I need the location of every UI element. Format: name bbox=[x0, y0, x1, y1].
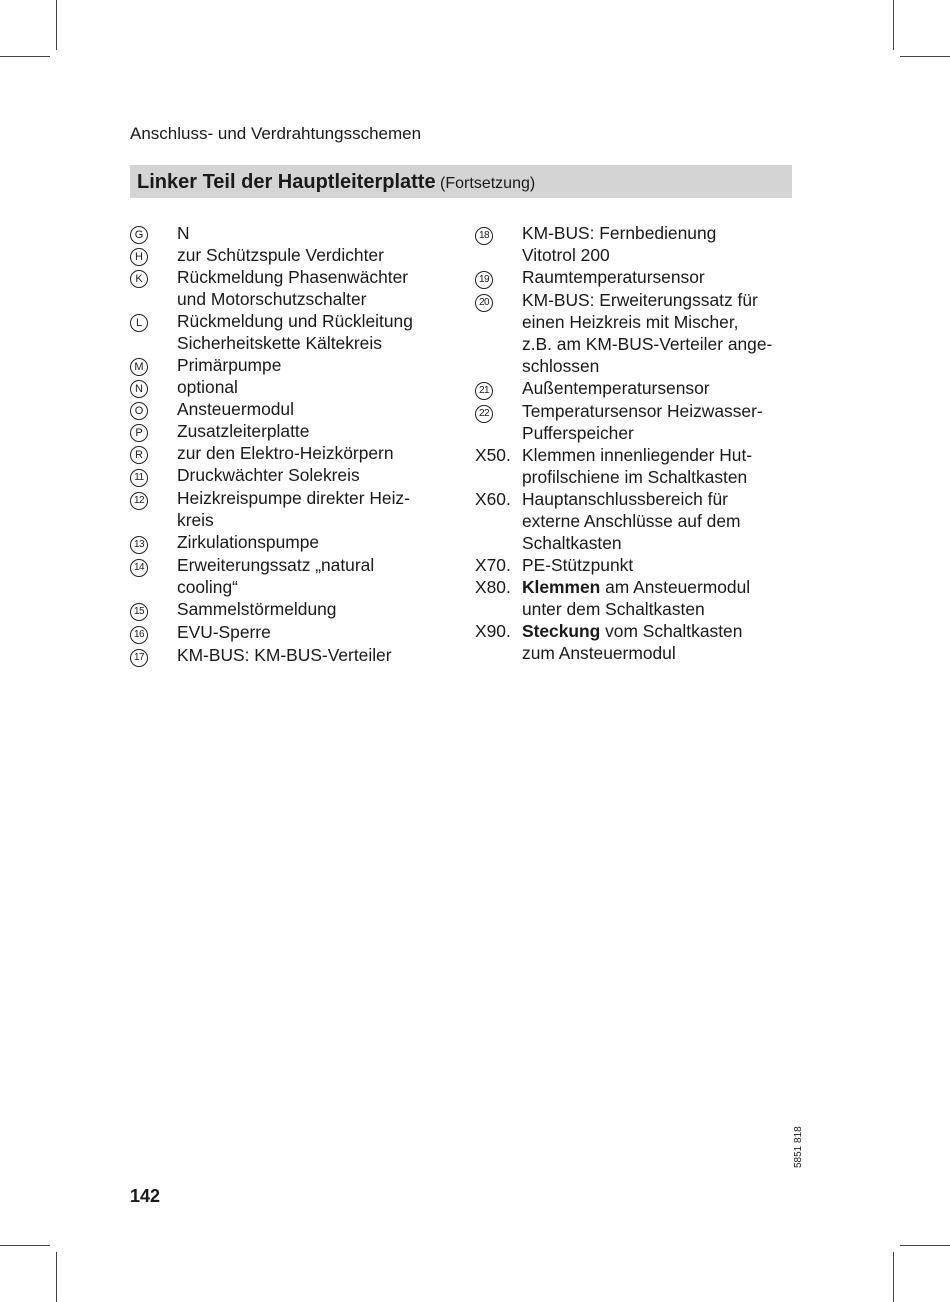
legend-column-right bbox=[475, 222, 795, 664]
circled-marker: 17 bbox=[130, 649, 148, 667]
legend-key bbox=[475, 400, 522, 444]
legend-description bbox=[522, 222, 795, 266]
legend-entry bbox=[475, 620, 795, 664]
legend-entry bbox=[475, 222, 795, 266]
page-title: Linker Teil der Hauptleiterplatte bbox=[137, 171, 436, 193]
legend-entry bbox=[130, 266, 460, 310]
legend-key bbox=[130, 487, 177, 531]
circled-marker: 18 bbox=[475, 227, 493, 245]
legend-entry bbox=[130, 644, 460, 667]
legend-description bbox=[522, 377, 795, 400]
legend-entry bbox=[475, 488, 795, 554]
legend-key bbox=[130, 266, 177, 310]
description-line: optional bbox=[177, 377, 238, 397]
description-line: Rückmeldung und Rückleitung bbox=[177, 311, 413, 331]
legend-description bbox=[522, 266, 795, 289]
legend-key bbox=[475, 289, 522, 377]
circled-marker: 12 bbox=[130, 492, 148, 510]
circled-marker: 14 bbox=[130, 559, 148, 577]
description-line: unter dem Schaltkasten bbox=[522, 599, 705, 619]
description-line: Raumtemperatursensor bbox=[522, 267, 705, 287]
circled-marker: 11 bbox=[130, 469, 148, 487]
description-line: Sammelstörmeldung bbox=[177, 599, 337, 619]
description-line: zur den Elektro-Heizkörpern bbox=[177, 443, 394, 463]
legend-key bbox=[130, 310, 177, 354]
description-line: Primärpumpe bbox=[177, 355, 282, 375]
legend-key bbox=[130, 464, 177, 487]
bold-term: Klemmen bbox=[522, 577, 601, 597]
circled-marker: N bbox=[130, 380, 148, 398]
circled-marker: 19 bbox=[475, 271, 493, 289]
legend-description bbox=[177, 598, 460, 621]
legend-description bbox=[522, 289, 795, 377]
legend-entry bbox=[130, 531, 460, 554]
circled-marker: K bbox=[130, 270, 148, 288]
page-number: 142 bbox=[130, 1186, 161, 1206]
legend-description bbox=[177, 376, 460, 398]
legend-entry bbox=[475, 377, 795, 400]
crop-mark-bottom-left-vertical bbox=[56, 1252, 57, 1302]
legend-key bbox=[130, 354, 177, 376]
description-line bbox=[522, 620, 795, 642]
legend-description bbox=[522, 444, 795, 488]
legend-entry bbox=[130, 310, 460, 354]
crop-mark-bottom-right-horizontal bbox=[900, 1245, 950, 1246]
legend-key bbox=[130, 598, 177, 621]
legend-key bbox=[475, 266, 522, 289]
legend-description bbox=[177, 554, 460, 598]
description-line: Erweiterungssatz „natural bbox=[177, 555, 375, 575]
description-line: und Motorschutzschalter bbox=[177, 289, 367, 309]
legend-key bbox=[130, 244, 177, 266]
crop-mark-top-left-horizontal bbox=[0, 56, 50, 57]
legend-entry bbox=[475, 400, 795, 444]
legend-key: X70. bbox=[475, 555, 511, 575]
circled-marker: P bbox=[130, 424, 148, 442]
legend-key bbox=[475, 377, 522, 400]
legend-entry bbox=[475, 554, 795, 576]
circled-marker: 21 bbox=[475, 382, 493, 400]
legend-key bbox=[130, 442, 177, 464]
legend-entry bbox=[130, 598, 460, 621]
legend-key bbox=[475, 222, 522, 266]
legend-description bbox=[177, 531, 460, 554]
circled-marker: 20 bbox=[475, 294, 493, 312]
legend-entry bbox=[130, 398, 460, 420]
legend-description bbox=[177, 487, 460, 531]
legend-entry bbox=[130, 376, 460, 398]
description-line: Pufferspeicher bbox=[522, 423, 634, 443]
description-line: KM-BUS: Fernbedienung bbox=[522, 223, 717, 243]
description-line: Außentemperatursensor bbox=[522, 378, 710, 398]
crop-mark-top-right-vertical bbox=[893, 0, 894, 50]
description-line: Zusatzleiterplatte bbox=[177, 421, 310, 441]
legend-key: X90. bbox=[475, 621, 511, 641]
description-line: Rückmeldung Phasenwächter bbox=[177, 267, 409, 287]
crop-mark-top-left-vertical bbox=[56, 0, 57, 50]
crop-mark-bottom-left-horizontal bbox=[0, 1245, 50, 1246]
description-line: PE-Stützpunkt bbox=[522, 555, 634, 575]
legend-description bbox=[522, 400, 795, 444]
legend-entry bbox=[130, 420, 460, 442]
bold-term: Steckung bbox=[522, 621, 601, 641]
legend-entry bbox=[130, 621, 460, 644]
legend-key bbox=[130, 398, 177, 420]
legend-entry bbox=[130, 222, 460, 244]
legend-entry bbox=[130, 487, 460, 531]
page-subtitle: (Fortsetzung) bbox=[440, 175, 536, 192]
legend-description bbox=[177, 621, 460, 644]
legend-column-left bbox=[130, 222, 460, 667]
description-line: Vitotrol 200 bbox=[522, 245, 610, 265]
description-line: cooling“ bbox=[177, 577, 238, 597]
legend-description bbox=[177, 464, 460, 487]
legend-key bbox=[130, 531, 177, 554]
description-line: N bbox=[177, 223, 190, 243]
legend-entry bbox=[475, 444, 795, 488]
legend-description bbox=[177, 442, 460, 464]
legend-key bbox=[130, 621, 177, 644]
description-line: zur Schützspule Verdichter bbox=[177, 245, 384, 265]
legend-description bbox=[522, 488, 795, 554]
legend-description bbox=[177, 354, 460, 376]
description-line: KM-BUS: KM-BUS-Verteiler bbox=[177, 645, 392, 665]
circled-marker: 13 bbox=[130, 536, 148, 554]
legend-entry bbox=[130, 554, 460, 598]
legend-key: X50. bbox=[475, 445, 511, 465]
title-bar bbox=[130, 165, 792, 198]
circled-marker: 15 bbox=[130, 603, 148, 621]
description-line: Klemmen innenliegender Hut- bbox=[522, 445, 753, 465]
legend-description bbox=[177, 398, 460, 420]
crop-mark-bottom-right-vertical bbox=[893, 1252, 894, 1302]
legend-key bbox=[130, 554, 177, 598]
circled-marker: 22 bbox=[475, 405, 493, 423]
circled-marker: G bbox=[130, 226, 148, 244]
crop-mark-top-right-horizontal bbox=[900, 56, 950, 57]
legend-description bbox=[177, 644, 460, 667]
legend-key bbox=[130, 376, 177, 398]
legend-entry bbox=[475, 289, 795, 377]
description-line: externe Anschlüsse auf dem bbox=[522, 511, 741, 531]
description-line: kreis bbox=[177, 510, 214, 530]
description-line: Temperatursensor Heizwasser- bbox=[522, 401, 763, 421]
legend-description bbox=[522, 620, 795, 664]
description-line: profilschiene im Schaltkasten bbox=[522, 467, 748, 487]
legend-entry bbox=[130, 244, 460, 266]
description-line: zum Ansteuermodul bbox=[522, 643, 676, 663]
legend-key bbox=[130, 222, 177, 244]
circled-marker: R bbox=[130, 446, 148, 464]
circled-marker: O bbox=[130, 402, 148, 420]
description-line: Druckwächter Solekreis bbox=[177, 465, 360, 485]
description-line bbox=[522, 576, 795, 598]
description-line: einen Heizkreis mit Mischer, bbox=[522, 312, 739, 332]
description-line: KM-BUS: Erweiterungssatz für bbox=[522, 290, 758, 310]
legend-entry bbox=[475, 266, 795, 289]
legend-description bbox=[522, 576, 795, 620]
description-line: Schaltkasten bbox=[522, 533, 622, 553]
legend-key bbox=[130, 644, 177, 667]
legend-key: X80. bbox=[475, 577, 511, 597]
legend-entry bbox=[475, 576, 795, 620]
circled-marker: M bbox=[130, 358, 148, 376]
description-line: Ansteuermodul bbox=[177, 399, 294, 419]
legend-entry bbox=[130, 354, 460, 376]
circled-marker: H bbox=[130, 248, 148, 266]
description-line: Heizkreispumpe direkter Heiz- bbox=[177, 488, 410, 508]
description-line: Zirkulationspumpe bbox=[177, 532, 320, 552]
legend-key: X60. bbox=[475, 489, 511, 509]
legend-description bbox=[177, 244, 460, 266]
legend-description bbox=[177, 222, 460, 244]
description-line: Hauptanschlussbereich für bbox=[522, 489, 728, 509]
description-text: am Ansteuermodul bbox=[600, 577, 751, 597]
legend-description bbox=[522, 554, 795, 576]
legend-description bbox=[177, 420, 460, 442]
legend-entry bbox=[130, 464, 460, 487]
circled-marker: 16 bbox=[130, 626, 148, 644]
document-number: 5851 818 bbox=[793, 1126, 804, 1168]
description-text: vom Schaltkasten bbox=[600, 621, 743, 641]
description-line: Sicherheitskette Kältekreis bbox=[177, 333, 382, 353]
description-line: z.B. am KM-BUS-Verteiler ange- bbox=[522, 334, 773, 354]
description-line: schlossen bbox=[522, 356, 600, 376]
legend-entry bbox=[130, 442, 460, 464]
section-header: Anschluss- und Verdrahtungsschemen bbox=[130, 124, 422, 143]
description-line: EVU-Sperre bbox=[177, 622, 271, 642]
legend-key bbox=[130, 420, 177, 442]
legend-description bbox=[177, 266, 460, 310]
legend-description bbox=[177, 310, 460, 354]
circled-marker: L bbox=[130, 314, 148, 332]
